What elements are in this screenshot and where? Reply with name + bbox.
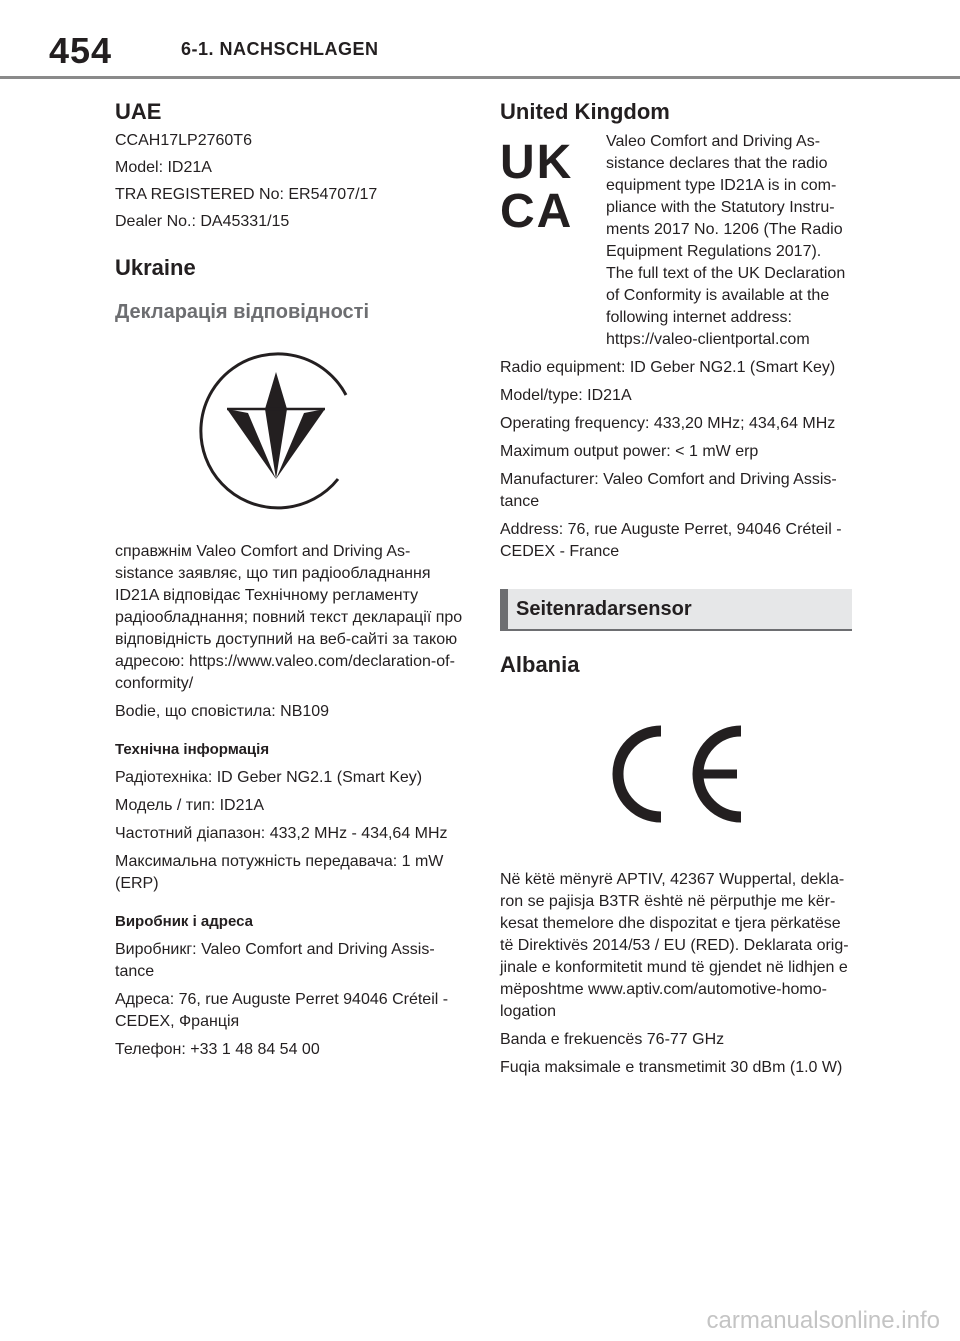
- ukrainian-trident-mark-icon: [191, 347, 361, 517]
- ukraine-declaration: справжнім Valeo Comfort and Driving As-sistance заявляє, що тип радіообладнання ID21A відповідає Технічному регламенту радіообладнання; повний текст декларації про відповідність доступний на веб-сайті за такою адресою: https://www.valeo.com/declaration-of-conformity/: [115, 543, 463, 692]
- manufacturer-line: Телефон: +33 1 48 84 54 00: [115, 1041, 320, 1058]
- watermark: carmanualsonline.info: [706, 1307, 940, 1334]
- uk-detail-line: Operating frequency: 433,20 MHz; 434,64 MHz: [500, 415, 836, 432]
- manufacturer-line: Виробникг: Valeo Comfort and Driving Assis-tance: [115, 941, 435, 980]
- page-header: [0, 0, 960, 78]
- ukraine-subheading: Декларація відповідності: [115, 301, 370, 323]
- tech-info-line: Модель / тип: ID21A: [115, 797, 265, 814]
- uk-detail-line: Model/type: ID21A: [500, 387, 632, 404]
- uk-heading: United Kingdom: [500, 99, 670, 124]
- uae-line: Dealer No.: DA45331/15: [115, 213, 290, 230]
- ce-mark: [500, 719, 852, 829]
- albania-detail-line: Banda e frekuencës 76-77 GHz: [500, 1031, 725, 1048]
- page-number: 454: [49, 30, 113, 71]
- albania-declaration: Në këtë mënyrë APTIV, 42367 Wuppertal, dekla-ron se pajisja B3TR është në përputhje me kër-kesat themelore dhe dispozitat e tjera përkatëse të Direktivës 2014/53 / EU (RED). Deklarata orig-jinale e konformitetit mund të gjendet në lidhjen e mëposhtme www.aptiv.com/automotive-homo-logation: [500, 871, 849, 1020]
- ukrainian-conformity-mark: [85, 347, 467, 517]
- tech-info-heading: Технічна інформація: [115, 741, 270, 758]
- uae-details: [115, 130, 467, 233]
- ce-mark-icon: [601, 719, 751, 829]
- ukca-mark-icon: [500, 135, 595, 230]
- manufacturer-heading: Виробник і адреса: [115, 913, 253, 930]
- tech-info-line: Максимальна потужність передавача: 1 mW (ERP): [115, 853, 444, 892]
- uae-line: Model: ID21A: [115, 159, 212, 176]
- tech-info-line: Частотний діапазон: 433,2 MHz - 434,64 MHz: [115, 825, 448, 842]
- ukraine-heading: Ukraine: [115, 255, 196, 280]
- uk-detail-line: Radio equipment: ID Geber NG2.1 (Smart Key): [500, 359, 836, 376]
- ukca-block: [500, 131, 852, 351]
- uae-line: TRA REGISTERED No: ER54707/17: [115, 186, 378, 203]
- ukca-mark-bottom: CA: [500, 185, 574, 230]
- tech-info-line: Радіотехніка: ID Geber NG2.1 (Smart Key): [115, 769, 423, 786]
- section-banner: [500, 589, 852, 631]
- uae-heading: UAE: [115, 99, 162, 124]
- ukraine-notified-body: Bodie, що сповістила: NB109: [115, 703, 330, 720]
- section-title: Seitenradarsensor: [516, 597, 692, 620]
- ukca-mark-top: UK: [500, 136, 574, 189]
- chapter-title: 6-1. NACHSCHLAGEN: [181, 39, 379, 59]
- albania-heading: Albania: [500, 652, 580, 677]
- uk-detail-line: Address: 76, rue Auguste Perret, 94046 Créteil - CEDEX - France: [500, 521, 842, 560]
- right-column: [500, 98, 852, 1079]
- header-divider: [0, 76, 960, 79]
- uae-line: CCAH17LP2760T6: [115, 132, 252, 149]
- albania-detail-line: Fuqia maksimale e transmetimit 30 dBm (1.0 W): [500, 1059, 843, 1076]
- uk-detail-line: Maximum output power: < 1 mW erp: [500, 443, 759, 460]
- uk-declaration: Valeo Comfort and Driving As-sistance declares that the radio equipment type ID21A is in com-pliance with the Statutory Instru-ments 2017 No. 1206 (The Radio Equipment Regulations 2017). The full text of the UK Declaration of Conformity is available at the following internet address: https://valeo-clientportal.com: [606, 133, 846, 348]
- manufacturer-line: Адреса: 76, rue Auguste Perret 94046 Créteil - CEDEX, Франція: [115, 991, 449, 1030]
- uk-detail-line: Manufacturer: Valeo Comfort and Driving Assis-tance: [500, 471, 837, 510]
- left-column: [115, 98, 467, 1061]
